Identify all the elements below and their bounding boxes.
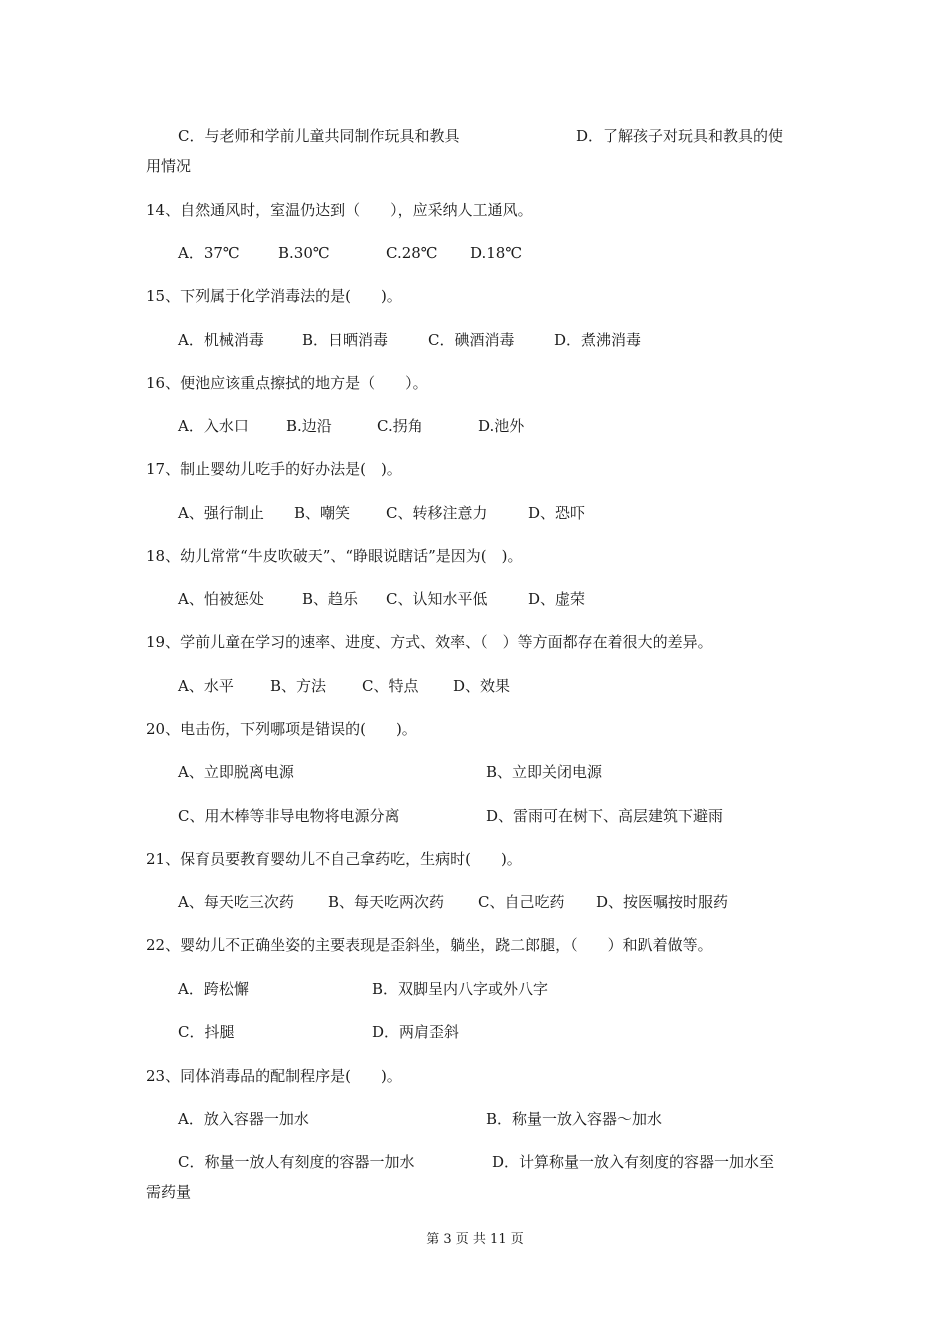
q13-option-d-wrap: 用情况 [146,157,192,175]
q17-option-b: B、嘲笑 [294,504,351,522]
q17-option-d: D、恐吓 [528,504,586,522]
q17-option-c: C、转移注意力 [386,504,488,522]
q22-option-b: B．双脚呈内八字或外八字 [372,980,549,998]
q23-option-c: C．称量一放人有刻度的容器一加水 [178,1153,415,1171]
q18-option-c: C、认知水平低 [386,590,488,608]
q20-option-c: C、用木棒等非导电物将电源分离 [178,807,400,825]
q18-option-d: D、虚荣 [528,590,586,608]
q22-option-d: D．两肩歪斜 [372,1023,460,1041]
question-23-stem: 23、同体消毒品的配制程序是( )。 [146,1067,402,1085]
q19-option-d: D、效果 [453,677,511,695]
question-18-stem: 18、幼儿常常“牛皮吹破天”、“睁眼说瞎话”是因为( )。 [146,547,523,565]
q23-option-d-wrap: 需药量 [146,1183,192,1201]
q17-option-a: A、强行制止 [178,504,264,522]
q21-option-b: B、每天吃两次药 [328,893,445,911]
page-footer: 第 3 页 共 11 页 [426,1232,524,1247]
q18-option-a: A、怕被惩处 [178,590,264,608]
q21-option-c: C、自己吃药 [478,893,565,911]
q15-option-a: A．机械消毒 [178,331,264,349]
q23-option-a: A．放入容器一加水 [178,1110,309,1128]
q20-option-d: D、雷雨可在树下、高层建筑下避雨 [486,807,724,825]
question-17-stem: 17、制止婴幼儿吃手的好办法是( )。 [146,460,402,478]
q15-option-b: B．日晒消毒 [302,331,389,349]
q18-option-b: B、趋乐 [302,590,359,608]
q19-option-c: C、特点 [362,677,419,695]
q14-option-d: D.18℃ [470,244,523,262]
q19-option-b: B、方法 [270,677,327,695]
q14-option-a: A．37℃ [178,244,240,262]
q15-option-c: C．碘酒消毒 [428,331,515,349]
q22-option-a: A．跨松懈 [178,980,249,998]
q23-option-d: D．计算称量一放入有刻度的容器一加水至 [492,1153,775,1171]
q19-option-a: A、水平 [178,677,234,695]
question-19-stem: 19、学前儿童在学习的速率、进度、方式、效率、（ ）等方面都存在着很大的差异。 [146,633,713,651]
q14-option-c: C.28℃ [386,244,438,262]
question-16-stem: 16、便池应该重点擦拭的地方是（ ）。 [146,374,428,392]
q14-option-b: B.30℃ [278,244,330,262]
q16-option-c: C.拐角 [377,417,423,435]
question-15-stem: 15、下列属于化学消毒法的是( )。 [146,287,402,305]
q16-option-d: D.池外 [478,417,525,435]
q21-option-d: D、按医嘱按时服药 [596,893,729,911]
q16-option-b: B.边沿 [286,417,332,435]
q13-option-c: C．与老师和学前儿童共同制作玩具和教具 [178,127,460,145]
question-14-stem: 14、自然通风时，室温仍达到（ ），应采纳人工通风。 [146,201,533,219]
q16-option-a: A．入水口 [178,417,249,435]
question-21-stem: 21、保育员要教育婴幼儿不自己拿药吃，生病时( )。 [146,850,522,868]
q22-option-c: C．抖腿 [178,1023,235,1041]
q15-option-d: D．煮沸消毒 [554,331,642,349]
q23-option-b: B．称量一放入容器～加水 [486,1110,663,1128]
q20-option-b: B、立即关闭电源 [486,763,603,781]
question-20-stem: 20、电击伤，下列哪项是错误的( )。 [146,720,417,738]
q21-option-a: A、每天吃三次药 [178,893,294,911]
q13-option-d: D．了解孩子对玩具和教具的使 [576,127,784,145]
question-22-stem: 22、婴幼儿不正确坐姿的主要表现是歪斜坐，躺坐，跷二郎腿，（ ）和趴着做等。 [146,936,713,954]
q20-option-a: A、立即脱离电源 [178,763,294,781]
